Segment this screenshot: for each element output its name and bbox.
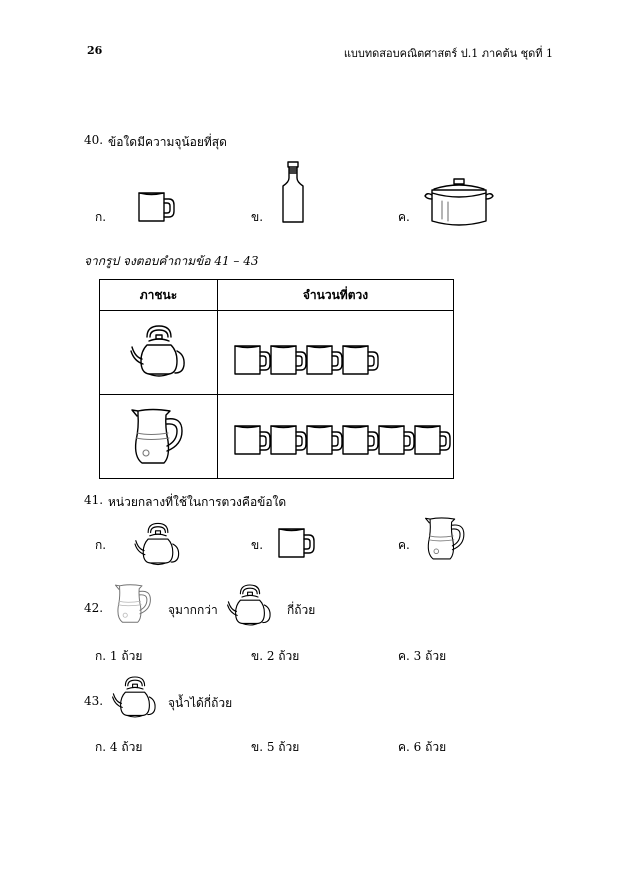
- cups-cell: [218, 395, 454, 479]
- question-text-middle: จุมากกว่า: [168, 603, 218, 617]
- table-header-row: [100, 280, 454, 311]
- question-text: จุน้ำได้กี่ถ้วย: [168, 696, 233, 710]
- question-number: 43.: [84, 694, 104, 708]
- mug-icon: [232, 423, 272, 457]
- choice: ข. 5 ถ้วย: [251, 740, 300, 754]
- column-header-cups: จำนวนที่ตวง: [218, 280, 454, 311]
- mug-icon: [412, 423, 452, 457]
- mug-icon: [268, 343, 308, 377]
- choice-letter: ค.: [398, 538, 410, 552]
- choice-letter: ข.: [251, 210, 264, 224]
- page-header-title: แบบทดสอบคณิตศาสตร์ ป.1 ภาคต้น ชุดที่ 1: [343, 47, 553, 60]
- mug-icon: [276, 526, 316, 560]
- mug-icon: [304, 343, 344, 377]
- kettle-icon: [226, 582, 274, 628]
- question-text-end: กี่ถ้วย: [287, 603, 316, 617]
- pitcher-icon: [114, 583, 156, 625]
- choice: ค. 6 ถ้วย: [398, 740, 447, 754]
- choice: ข. 2 ถ้วย: [251, 649, 300, 663]
- cups-cell: [218, 311, 454, 395]
- mug-icon: [232, 343, 272, 377]
- mug-icon: [304, 423, 344, 457]
- choice-letter: ก.: [95, 538, 107, 552]
- page-number: 26: [87, 44, 103, 57]
- choice: ค. 3 ถ้วย: [398, 649, 447, 663]
- pitcher-icon: [130, 407, 190, 467]
- container-cell: [100, 311, 218, 395]
- question-text: ข้อใดมีความจุน้อยที่สุด: [108, 135, 227, 149]
- question-number: 40.: [84, 133, 104, 147]
- mug-icon: [268, 423, 308, 457]
- choice-letter: ข.: [251, 538, 264, 552]
- column-header-container: ภาชนะ: [100, 280, 218, 311]
- question-number: 42.: [84, 601, 104, 615]
- mug-icon: [136, 190, 176, 224]
- instruction-text: จากรูป จงตอบคำถามข้อ 41 – 43: [84, 254, 259, 268]
- kettle-icon: [111, 674, 159, 720]
- mug-icon: [340, 343, 380, 377]
- container-cell: [100, 395, 218, 479]
- choice-letter: ค.: [398, 210, 410, 224]
- mug-icon: [376, 423, 416, 457]
- kettle-icon: [129, 323, 189, 379]
- kettle-icon: [133, 521, 183, 567]
- table-row: [100, 311, 454, 395]
- question-text: หน่วยกลางที่ใช้ในการตวงคือข้อใด: [108, 495, 287, 509]
- measurement-table: [99, 279, 454, 479]
- cooking-pot-icon: [424, 177, 494, 229]
- table-row: [100, 395, 454, 479]
- choice: ก. 1 ถ้วย: [95, 649, 143, 663]
- choice-letter: ก.: [95, 210, 107, 224]
- question-number: 41.: [84, 493, 104, 507]
- bottle-icon: [278, 160, 308, 224]
- choice: ก. 4 ถ้วย: [95, 740, 143, 754]
- pitcher-icon: [424, 516, 470, 562]
- mug-icon: [340, 423, 380, 457]
